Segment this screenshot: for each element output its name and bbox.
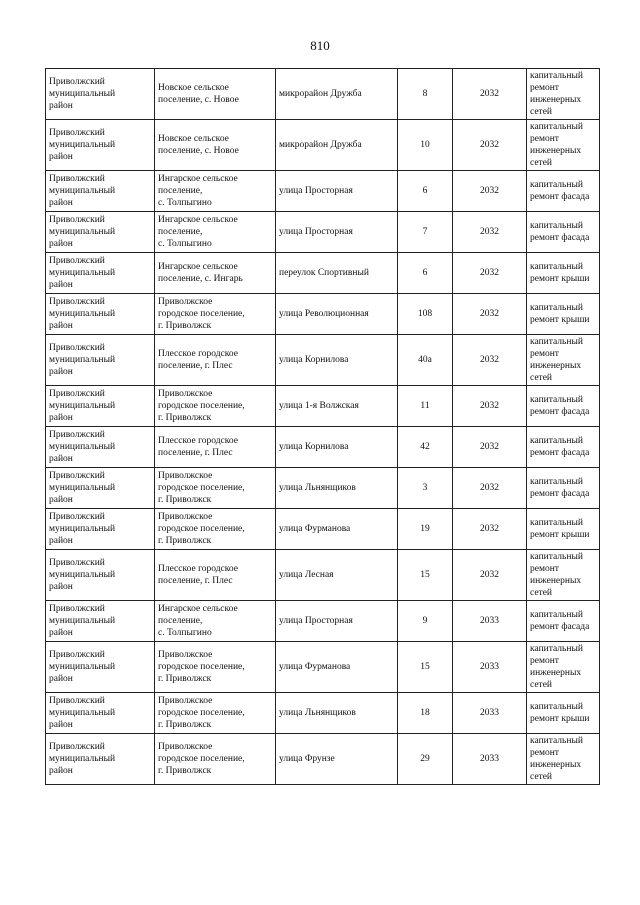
work-type-cell: капитальный ремонт фасада — [527, 212, 600, 253]
house-number-cell: 8 — [398, 69, 453, 120]
street-cell: улица Просторная — [276, 212, 398, 253]
year-cell: 2033 — [453, 734, 527, 785]
work-type-cell: капитальный ремонт инженерных сетей — [527, 69, 600, 120]
street-cell: улица Фурманова — [276, 642, 398, 693]
district-cell: Приволжский муниципальный район — [46, 509, 155, 550]
settlement-cell: Ингарское сельское поселение, с. Толпыгино — [155, 171, 276, 212]
house-number-cell: 6 — [398, 253, 453, 294]
work-type-cell: капитальный ремонт инженерных сетей — [527, 120, 600, 171]
house-number-cell: 6 — [398, 171, 453, 212]
table-row — [46, 386, 600, 427]
table-row — [46, 509, 600, 550]
table-row — [46, 253, 600, 294]
settlement-cell: Плесское городское поселение, г. Плес — [155, 550, 276, 601]
table-row — [46, 335, 600, 386]
table-row — [46, 734, 600, 785]
street-cell: микрорайон Дружба — [276, 120, 398, 171]
settlement-cell: Новское сельское поселение, с. Новое — [155, 120, 276, 171]
street-cell: микрорайон Дружба — [276, 69, 398, 120]
table-row — [46, 693, 600, 734]
district-cell: Приволжский муниципальный район — [46, 253, 155, 294]
year-cell: 2032 — [453, 212, 527, 253]
year-cell: 2033 — [453, 642, 527, 693]
street-cell: переулок Спортивный — [276, 253, 398, 294]
settlement-cell: Приволжское городское поселение, г. Приволжск — [155, 642, 276, 693]
settlement-cell: Ингарское сельское поселение, с. Толпыгино — [155, 212, 276, 253]
table-row — [46, 294, 600, 335]
street-cell: улица Фурманова — [276, 509, 398, 550]
district-cell: Приволжский муниципальный район — [46, 642, 155, 693]
settlement-cell: Приволжское городское поселение, г. Приволжск — [155, 294, 276, 335]
house-number-cell: 19 — [398, 509, 453, 550]
house-number-cell: 10 — [398, 120, 453, 171]
table-row — [46, 120, 600, 171]
district-cell: Приволжский муниципальный район — [46, 734, 155, 785]
table-body — [46, 69, 600, 785]
work-type-cell: капитальный ремонт крыши — [527, 294, 600, 335]
street-cell: улица Корнилова — [276, 335, 398, 386]
district-cell: Приволжский муниципальный район — [46, 693, 155, 734]
street-cell: улица Льнянщиков — [276, 693, 398, 734]
page-number: 810 — [310, 38, 330, 53]
work-type-cell: капитальный ремонт инженерных сетей — [527, 734, 600, 785]
district-cell: Приволжский муниципальный район — [46, 69, 155, 120]
work-type-cell: капитальный ремонт фасада — [527, 427, 600, 468]
district-cell: Приволжский муниципальный район — [46, 427, 155, 468]
street-cell: улица Льнянщиков — [276, 468, 398, 509]
table-row — [46, 212, 600, 253]
district-cell: Приволжский муниципальный район — [46, 171, 155, 212]
settlement-cell: Плесское городское поселение, г. Плес — [155, 335, 276, 386]
work-type-cell: капитальный ремонт инженерных сетей — [527, 550, 600, 601]
year-cell: 2032 — [453, 386, 527, 427]
work-type-cell: капитальный ремонт фасада — [527, 601, 600, 642]
work-type-cell: капитальный ремонт инженерных сетей — [527, 642, 600, 693]
year-cell: 2032 — [453, 509, 527, 550]
house-number-cell: 29 — [398, 734, 453, 785]
table-row — [46, 601, 600, 642]
repair-schedule-table — [45, 68, 600, 785]
house-number-cell: 11 — [398, 386, 453, 427]
house-number-cell: 40а — [398, 335, 453, 386]
table-row — [46, 171, 600, 212]
house-number-cell: 18 — [398, 693, 453, 734]
house-number-cell: 108 — [398, 294, 453, 335]
street-cell: улица Просторная — [276, 601, 398, 642]
year-cell: 2032 — [453, 171, 527, 212]
settlement-cell: Приволжское городское поселение, г. Приволжск — [155, 693, 276, 734]
work-type-cell: капитальный ремонт крыши — [527, 253, 600, 294]
settlement-cell: Новское сельское поселение, с. Новое — [155, 69, 276, 120]
settlement-cell: Приволжское городское поселение, г. Приволжск — [155, 509, 276, 550]
work-type-cell: капитальный ремонт фасада — [527, 171, 600, 212]
year-cell: 2032 — [453, 427, 527, 468]
house-number-cell: 42 — [398, 427, 453, 468]
year-cell: 2033 — [453, 601, 527, 642]
settlement-cell: Ингарское сельское поселение, с. Толпыгино — [155, 601, 276, 642]
house-number-cell: 7 — [398, 212, 453, 253]
settlement-cell: Приволжское городское поселение, г. Приволжск — [155, 734, 276, 785]
work-type-cell: капитальный ремонт фасада — [527, 386, 600, 427]
table-row — [46, 550, 600, 601]
settlement-cell: Приволжское городское поселение, г. Приволжск — [155, 468, 276, 509]
house-number-cell: 3 — [398, 468, 453, 509]
year-cell: 2032 — [453, 69, 527, 120]
table-row — [46, 69, 600, 120]
district-cell: Приволжский муниципальный район — [46, 468, 155, 509]
street-cell: улица Фрунзе — [276, 734, 398, 785]
work-type-cell: капитальный ремонт инженерных сетей — [527, 335, 600, 386]
district-cell: Приволжский муниципальный район — [46, 120, 155, 171]
street-cell: улица Корнилова — [276, 427, 398, 468]
work-type-cell: капитальный ремонт фасада — [527, 468, 600, 509]
district-cell: Приволжский муниципальный район — [46, 550, 155, 601]
house-number-cell: 9 — [398, 601, 453, 642]
street-cell: улица Революционная — [276, 294, 398, 335]
house-number-cell: 15 — [398, 550, 453, 601]
table-row — [46, 642, 600, 693]
district-cell: Приволжский муниципальный район — [46, 294, 155, 335]
settlement-cell: Приволжское городское поселение, г. Приволжск — [155, 386, 276, 427]
street-cell: улица 1-я Волжская — [276, 386, 398, 427]
house-number-cell: 15 — [398, 642, 453, 693]
year-cell: 2033 — [453, 693, 527, 734]
district-cell: Приволжский муниципальный район — [46, 212, 155, 253]
district-cell: Приволжский муниципальный район — [46, 386, 155, 427]
work-type-cell: капитальный ремонт крыши — [527, 693, 600, 734]
year-cell: 2032 — [453, 468, 527, 509]
table-row — [46, 427, 600, 468]
street-cell: улица Лесная — [276, 550, 398, 601]
year-cell: 2032 — [453, 335, 527, 386]
year-cell: 2032 — [453, 120, 527, 171]
district-cell: Приволжский муниципальный район — [46, 601, 155, 642]
year-cell: 2032 — [453, 550, 527, 601]
settlement-cell: Ингарское сельское поселение, с. Ингарь — [155, 253, 276, 294]
year-cell: 2032 — [453, 294, 527, 335]
work-type-cell: капитальный ремонт крыши — [527, 509, 600, 550]
street-cell: улица Просторная — [276, 171, 398, 212]
district-cell: Приволжский муниципальный район — [46, 335, 155, 386]
year-cell: 2032 — [453, 253, 527, 294]
settlement-cell: Плесское городское поселение, г. Плес — [155, 427, 276, 468]
table-row — [46, 468, 600, 509]
